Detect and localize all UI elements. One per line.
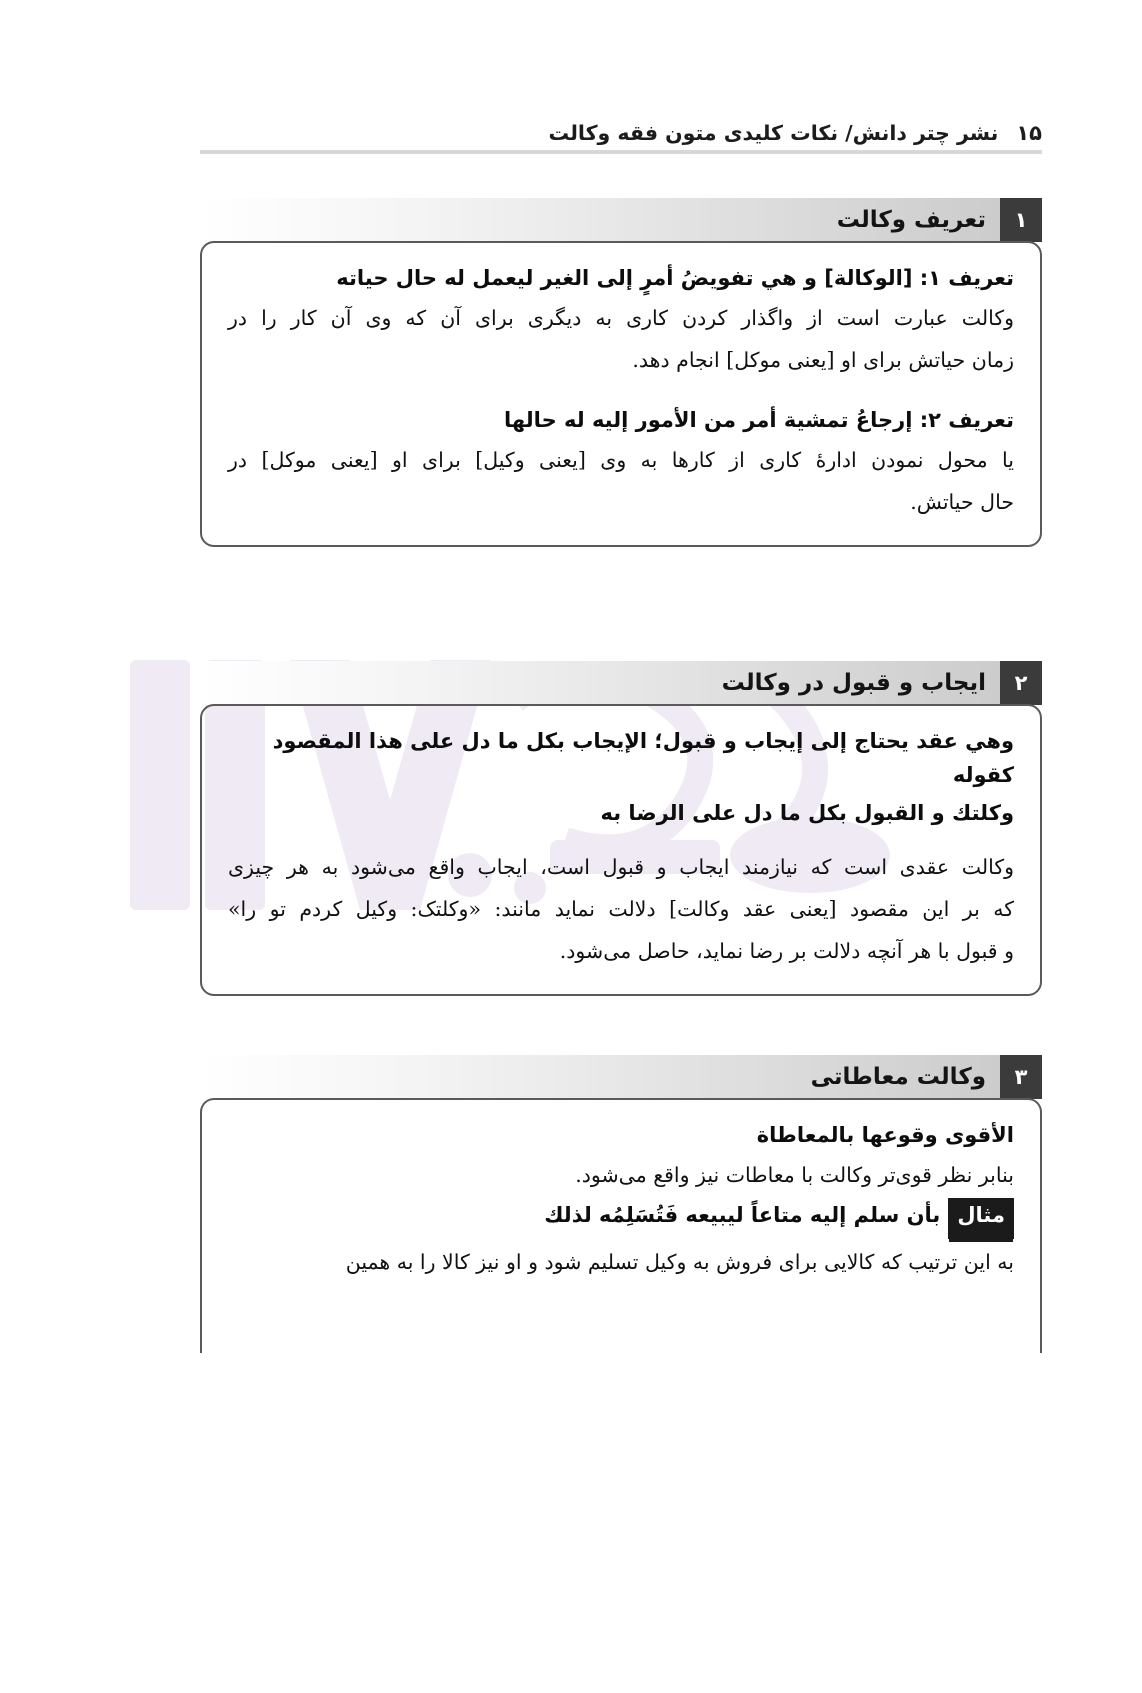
definition-1-arabic: تعریف ۱: [الوکالة] و هي تفویضُ أمرٍ إلى الغیر لیعمل له حال حیاته bbox=[336, 266, 1014, 290]
section-1-header bbox=[200, 198, 1042, 242]
section-2-arabic-line-2: وكلتك و القبول بكل ما دل على الرضا به bbox=[600, 801, 1014, 826]
section-2-persian-line-2: که بر این مقصود [یعنی عقد وکالت] دلالت نماید مانند: «وکلتک: وکیل کردم تو را» bbox=[228, 897, 1014, 922]
page-number: ۱۵ bbox=[1016, 121, 1042, 145]
section-3-body bbox=[200, 1098, 1042, 1353]
example-arabic-text: بأن سلم إلیه متاعاً لیبیعه فَتُسَلِمُه لذلك bbox=[544, 1202, 941, 1227]
section-2-body bbox=[200, 704, 1042, 996]
section-2-arabic-line-1: وهي عقد یحتاج إلى إیجاب و قبول؛ الإیجاب بكل ما دل على هذا المقصود كقوله bbox=[272, 729, 1014, 788]
section-2-persian-line-3: و قبول با هر آنچه دلالت بر رضا نماید، حاصل می‌شود. bbox=[559, 938, 1014, 963]
section-1-number: ۱ bbox=[1000, 198, 1042, 242]
definition-2-persian-line-1: یا محول نمودن ادارۀ کاری از کارها به وی [یعنی وکیل] برای او [یعنی موکل] در bbox=[228, 447, 1014, 472]
definition-1-persian-line-2: زمان حیاتش برای او [یعنی موکل] انجام دهد. bbox=[632, 347, 1014, 372]
running-header bbox=[100, 103, 1042, 145]
section-3-persian-line-1: بنابر نظر قوی‌تر وکالت با معاطات نیز واقع می‌شود. bbox=[575, 1163, 1014, 1188]
section-3 bbox=[200, 1055, 1042, 1353]
definition-2-persian-line-2: حال حیاتش. bbox=[910, 489, 1014, 514]
example-row bbox=[228, 1198, 1014, 1239]
example-label: مثال bbox=[948, 1198, 1014, 1239]
spacer bbox=[228, 383, 1014, 403]
section-2 bbox=[200, 661, 1042, 996]
header-title: نشر چتر دانش/ نکات کلیدی متون فقه وکالت bbox=[548, 121, 999, 145]
header-divider bbox=[200, 150, 1042, 154]
definition-1-persian-line-1: وکالت عبارت است از واگذار کردن کاری به دیگری برای آن که وی آن کار را در bbox=[228, 306, 1014, 331]
section-3-title: وکالت معاطاتی bbox=[810, 1064, 986, 1090]
section-2-number: ۲ bbox=[1000, 661, 1042, 705]
spacer bbox=[228, 834, 1014, 848]
section-2-persian-line-1: وکالت عقدی است که نیازمند ایجاب و قبول است، ایجاب واقع می‌شود به هر چیزی bbox=[228, 855, 1014, 880]
section-3-persian-line-2: به این ترتیب که کالایی برای فروش به وکیل تسلیم شود و او نیز کالا را به همین bbox=[345, 1249, 1014, 1274]
section-3-number: ۳ bbox=[1000, 1055, 1042, 1099]
section-2-title: ایجاب و قبول در وکالت bbox=[721, 670, 986, 696]
section-1-title: تعریف وکالت bbox=[836, 207, 986, 233]
definition-2-arabic: تعریف ۲: إرجاعُ تمشیة أمر من الأمور إلیه له حالها bbox=[504, 407, 1014, 432]
section-1 bbox=[200, 198, 1042, 547]
section-1-body bbox=[200, 241, 1042, 547]
section-3-arabic-line-1: الأقوى وقوعها بالمعاطاة bbox=[756, 1123, 1014, 1147]
section-2-header bbox=[200, 661, 1042, 705]
section-3-header bbox=[200, 1055, 1042, 1099]
